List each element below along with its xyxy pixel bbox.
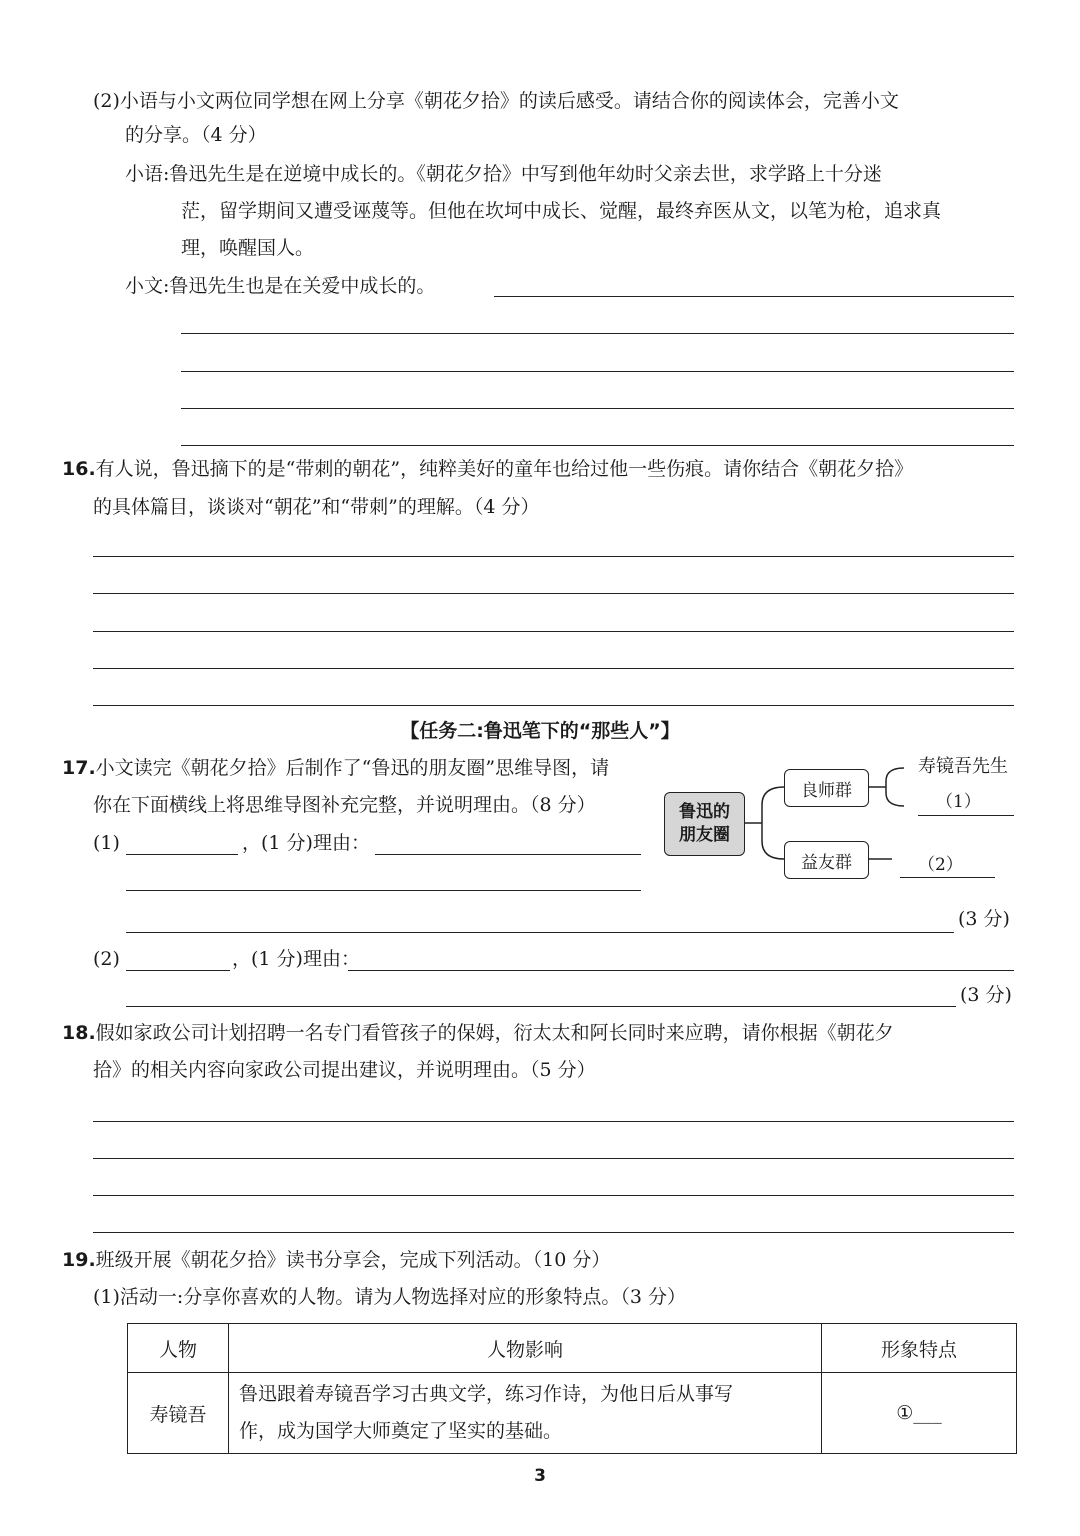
q18-line2: 拾》的相关内容向家政公司提出建议，并说明理由。（5 分） (93, 1059, 596, 1081)
character-table (127, 1323, 1017, 1454)
branch-bracket (762, 787, 784, 859)
q16-number: 16. (62, 458, 96, 480)
mindmap-branch-teachers: 良师群 (784, 769, 869, 807)
mindmap-root-line2: 朋友圈 (679, 825, 730, 845)
q17-line2: 你在下面横线上将思维导图补充完整，并说明理由。（8 分） (93, 794, 596, 816)
xiaoyu-line1: 小语:鲁迅先生是在逆境中成长的。《朝花夕拾》中写到他年幼时父亲去世，求学路上十分迷 (125, 163, 882, 185)
table-cell-trait[interactable]: ①___ (822, 1373, 1017, 1454)
q19-sub1: (1)活动一:分享你喜欢的人物。请为人物选择对应的形象特点。（3 分） (93, 1286, 686, 1308)
q17-a1-label: (1) (93, 832, 120, 854)
q17-a1-points: (3 分) (958, 908, 1010, 930)
mindmap-teacher-1: 寿镜吾先生 (918, 756, 1008, 777)
teachers-bracket (886, 768, 904, 806)
mindmap-root (664, 792, 745, 856)
mindmap-root-line1: 鲁迅的 (679, 802, 730, 823)
influence-line1: 鲁迅跟着寿镜吾学习古典文学，练习作诗，为他日后从事写 (239, 1383, 734, 1405)
mindmap-blank-2[interactable] (900, 877, 995, 878)
answer-line[interactable] (93, 1158, 1014, 1159)
q17-number: 17. (62, 757, 96, 779)
mindmap-blank-1-label: （1） (936, 792, 981, 812)
q16-line2: 的具体篇目，谈谈对“朝花”和“带刺”的理解。（4 分） (93, 496, 540, 518)
q15-2-line1: (2)小语与小文两位同学想在网上分享《朝花夕拾》的读后感受。请结合你的阅读体会，完善小文 (93, 90, 899, 112)
page-number: 3 (534, 1466, 546, 1486)
q16-text: 有人说，鲁迅摘下的是“带刺的朝花”，纯粹美好的童年也给过他一些伤痕。请你结合《朝花夕拾》 (95, 458, 914, 480)
q18-line1 (62, 1024, 894, 1043)
q17-a2-points: (3 分) (960, 984, 1012, 1006)
answer-line[interactable] (93, 1195, 1014, 1196)
table-header-row (128, 1324, 1017, 1373)
table-cell-person: 寿镜吾 (128, 1373, 229, 1454)
q17-a1-reason-label: ，(1 分)理由： (242, 832, 370, 854)
q19-number: 19. (62, 1249, 96, 1271)
xiaoyu-line2: 茫，留学期间又遭受诬蔑等。但他在坎坷中成长、觉醒，最终弃医从文，以笔为枪，追求真 (181, 200, 942, 222)
q17-a2-label: (2) (93, 948, 120, 970)
task2-title: 【任务二:鲁迅笔下的“那些人”】 (400, 720, 680, 742)
table-cell-influence (229, 1373, 822, 1454)
q19-text: 班级开展《朝花夕拾》读书分享会，完成下列活动。（10 分） (95, 1249, 611, 1271)
q17-text: 小文读完《朝花夕拾》后制作了“鲁迅的朋友圈”思维导图，请 (95, 757, 610, 779)
influence-line2: 作，成为国学大师奠定了坚实的基础。 (239, 1420, 563, 1442)
mindmap-blank-2-label: （2） (918, 855, 963, 875)
q15-2-line2: 的分享。（4 分） (125, 124, 267, 146)
answer-line[interactable] (93, 1232, 1014, 1233)
xiaowen-line: 小文:鲁迅先生也是在关爱中成长的。 (125, 275, 436, 297)
xiaoyu-line3: 理，唤醒国人。 (181, 237, 315, 259)
mindmap-blank-1[interactable] (918, 815, 1014, 816)
q17-a2-reason-label: ，(1 分)理由： (232, 948, 360, 970)
mindmap-branch-friends: 益友群 (784, 841, 869, 879)
q18-text: 假如家政公司计划招聘一名专门看管孩子的保姆，衍太太和阿长同时来应聘，请你根据《朝花夕 (95, 1022, 894, 1044)
answer-line[interactable] (93, 1121, 1014, 1122)
table-header-influence: 人物影响 (229, 1324, 822, 1373)
table-header-trait: 形象特点 (822, 1324, 1017, 1373)
table-row (128, 1373, 1017, 1454)
table-header-person: 人物 (128, 1324, 229, 1373)
q18-number: 18. (62, 1022, 96, 1044)
q19-line1 (62, 1251, 610, 1270)
